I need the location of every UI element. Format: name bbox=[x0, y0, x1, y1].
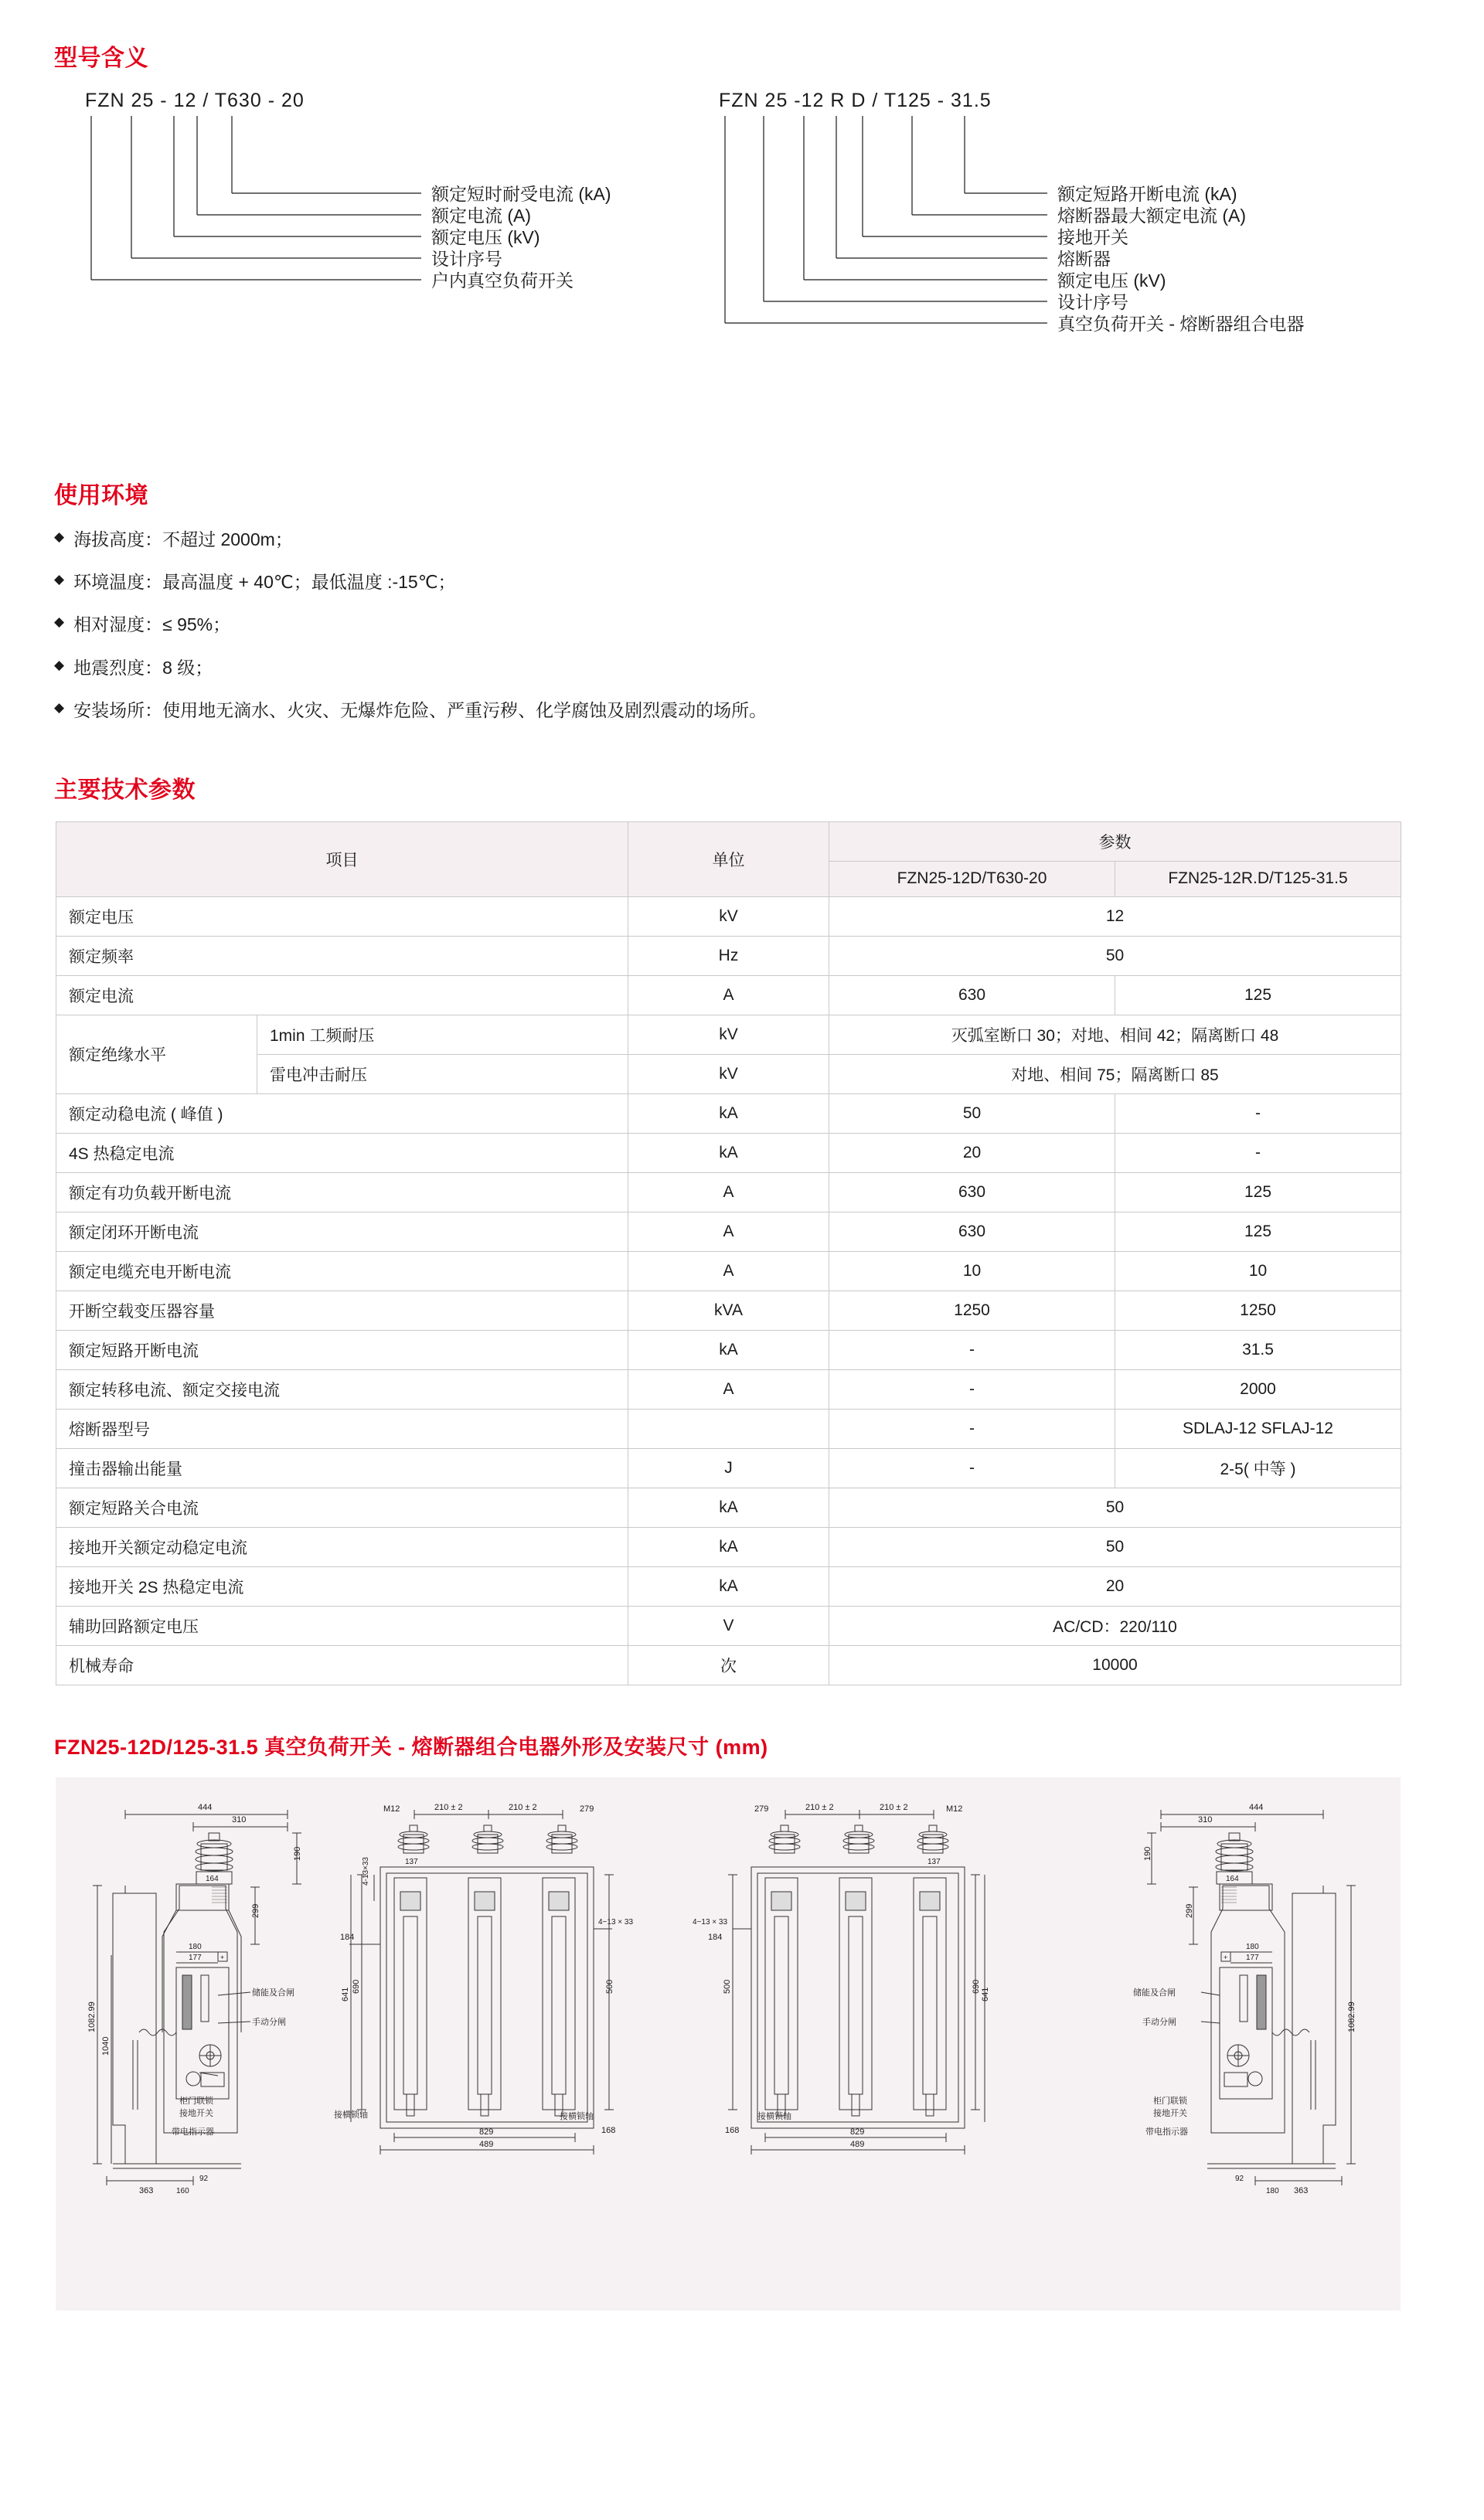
svg-text:184: 184 bbox=[340, 1932, 355, 1942]
model-left-label-3: 设计序号 bbox=[431, 249, 502, 269]
header-col-b: FZN25-12R.D/T125-31.5 bbox=[1115, 861, 1401, 896]
svg-text:299: 299 bbox=[1185, 1903, 1194, 1918]
model-group-left bbox=[85, 90, 611, 291]
svg-text:279: 279 bbox=[754, 1804, 769, 1814]
row-unit: A bbox=[628, 1369, 829, 1409]
svg-text:手动分闸: 手动分闸 bbox=[1142, 2017, 1176, 2027]
row-value-b: 31.5 bbox=[1115, 1330, 1401, 1369]
row-value: 12 bbox=[829, 896, 1401, 936]
row-unit: V bbox=[628, 1606, 829, 1645]
list-item bbox=[54, 655, 1430, 680]
row-subitem: 1min 工频耐压 bbox=[257, 1015, 628, 1054]
svg-text:+: + bbox=[1224, 1953, 1228, 1961]
environment-item-4: 安装场所：使用地无滴水、火灾、无爆炸危险、严重污秽、化学腐蚀及剧烈震动的场所。 bbox=[73, 699, 768, 720]
svg-text:363: 363 bbox=[139, 2185, 154, 2195]
list-item bbox=[54, 612, 1430, 637]
row-unit: J bbox=[628, 1448, 829, 1488]
svg-text:160: 160 bbox=[176, 2186, 189, 2195]
table-row bbox=[56, 1409, 1401, 1448]
diamond-bullet-icon: ◆ bbox=[54, 572, 65, 587]
row-value: 50 bbox=[829, 1488, 1401, 1527]
svg-text:1082.99: 1082.99 bbox=[87, 2001, 97, 2032]
row-item: 接地开关 2S 热稳定电流 bbox=[56, 1566, 628, 1606]
row-value: 50 bbox=[829, 1527, 1401, 1566]
diamond-bullet-icon: ◆ bbox=[54, 699, 65, 715]
row-value: 20 bbox=[829, 1566, 1401, 1606]
row-unit: kV bbox=[628, 896, 829, 936]
svg-text:柜门联锁: 柜门联锁 bbox=[1153, 2096, 1187, 2106]
model-left-label-1: 额定电流 (A) bbox=[431, 206, 532, 226]
svg-text:190: 190 bbox=[1143, 1846, 1152, 1861]
table-row bbox=[56, 1172, 1401, 1212]
row-unit: A bbox=[628, 1212, 829, 1251]
diamond-bullet-icon: ◆ bbox=[54, 657, 65, 672]
svg-text:168: 168 bbox=[601, 2125, 616, 2135]
table-row bbox=[56, 1488, 1401, 1527]
row-unit: kVA bbox=[628, 1291, 829, 1330]
svg-text:310: 310 bbox=[232, 1814, 247, 1825]
svg-text:164: 164 bbox=[206, 1874, 219, 1883]
row-unit: A bbox=[628, 1172, 829, 1212]
table-row bbox=[56, 1251, 1401, 1291]
model-right-label-3: 熔断器 bbox=[1057, 249, 1111, 269]
table-header-row bbox=[56, 821, 1401, 861]
svg-text:279: 279 bbox=[580, 1804, 594, 1814]
svg-text:363: 363 bbox=[1294, 2185, 1309, 2195]
row-value-b: 10 bbox=[1115, 1251, 1401, 1291]
svg-text:4−13 × 33: 4−13 × 33 bbox=[598, 1917, 634, 1927]
environment-item-3: 地震烈度：8 级； bbox=[73, 657, 213, 678]
dimension-drawing-svg bbox=[56, 1777, 1401, 2311]
model-right-label-0: 额定短路开断电流 (kA) bbox=[1057, 184, 1237, 204]
svg-text:180: 180 bbox=[189, 1942, 202, 1951]
svg-text:接横锁轴: 接横锁轴 bbox=[560, 2111, 594, 2121]
row-unit: kV bbox=[628, 1054, 829, 1093]
table-row bbox=[56, 1330, 1401, 1369]
model-right-label-6: 真空负荷开关 - 熔断器组合电器 bbox=[1057, 314, 1305, 334]
svg-text:带电指示器: 带电指示器 bbox=[172, 2127, 214, 2137]
dimension-drawing-panel bbox=[56, 1777, 1401, 2311]
row-unit: 次 bbox=[628, 1645, 829, 1685]
row-unit: kA bbox=[628, 1527, 829, 1566]
row-value: 对地、相间 75；隔离断口 85 bbox=[829, 1054, 1401, 1093]
row-value-a: - bbox=[829, 1448, 1115, 1488]
svg-text:168: 168 bbox=[725, 2125, 740, 2135]
list-item bbox=[54, 698, 1430, 723]
svg-text:接横锁轴: 接横锁轴 bbox=[757, 2111, 791, 2121]
row-item: 熔断器型号 bbox=[56, 1409, 628, 1448]
row-value: 50 bbox=[829, 936, 1401, 975]
table-row bbox=[56, 1212, 1401, 1251]
svg-text:210 ± 2: 210 ± 2 bbox=[509, 1802, 537, 1812]
table-row bbox=[56, 1645, 1401, 1685]
svg-text:210 ± 2: 210 ± 2 bbox=[434, 1802, 463, 1812]
table-row bbox=[56, 1606, 1401, 1645]
row-item: 额定闭环开断电流 bbox=[56, 1212, 628, 1251]
svg-text:641: 641 bbox=[341, 1987, 350, 2001]
row-unit: A bbox=[628, 975, 829, 1015]
row-item: 额定频率 bbox=[56, 936, 628, 975]
svg-text:137: 137 bbox=[405, 1857, 418, 1866]
table-row bbox=[56, 1448, 1401, 1488]
header-item: 项目 bbox=[56, 821, 628, 896]
model-designation-title: 型号含义 bbox=[54, 46, 148, 71]
svg-text:184: 184 bbox=[708, 1932, 723, 1942]
row-value-b: 125 bbox=[1115, 1172, 1401, 1212]
table-row bbox=[56, 1054, 1401, 1093]
row-item: 撞击器输出能量 bbox=[56, 1448, 628, 1488]
model-left-label-4: 户内真空负荷开关 bbox=[431, 270, 574, 291]
row-value-b: - bbox=[1115, 1093, 1401, 1133]
model-group-right bbox=[719, 90, 1305, 334]
svg-text:接地开关: 接地开关 bbox=[179, 2108, 213, 2118]
row-item: 机械寿命 bbox=[56, 1645, 628, 1685]
header-unit: 单位 bbox=[628, 821, 829, 896]
row-item: 接地开关额定动稳定电流 bbox=[56, 1527, 628, 1566]
row-unit: kV bbox=[628, 1015, 829, 1054]
svg-text:接地开关: 接地开关 bbox=[1153, 2108, 1187, 2118]
table-row bbox=[56, 1566, 1401, 1606]
svg-text:92: 92 bbox=[1235, 2174, 1244, 2183]
dimension-drawing-title: FZN25-12D/125-31.5 真空负荷开关 - 熔断器组合电器外形及安装尺寸 (mm) bbox=[54, 1735, 768, 1759]
row-item: 额定短路开断电流 bbox=[56, 1330, 628, 1369]
table-row bbox=[56, 1093, 1401, 1133]
environment-list bbox=[54, 527, 1430, 723]
row-value-a: - bbox=[829, 1369, 1115, 1409]
svg-text:690: 690 bbox=[972, 1979, 981, 1994]
row-item: 额定有功负载开断电流 bbox=[56, 1172, 628, 1212]
row-unit: A bbox=[628, 1251, 829, 1291]
svg-text:1040: 1040 bbox=[101, 2036, 111, 2056]
svg-text:641: 641 bbox=[981, 1987, 990, 2001]
svg-text:柜门联锁: 柜门联锁 bbox=[179, 2096, 213, 2106]
svg-text:1082.99: 1082.99 bbox=[1347, 2001, 1356, 2032]
row-item: 额定电流 bbox=[56, 975, 628, 1015]
row-value-a: 630 bbox=[829, 975, 1115, 1015]
svg-text:177: 177 bbox=[1246, 1953, 1259, 1962]
row-unit: kA bbox=[628, 1093, 829, 1133]
svg-text:177: 177 bbox=[189, 1953, 202, 1962]
row-value-a: 630 bbox=[829, 1172, 1115, 1212]
model-code-right: FZN 25 -12 R D / T125 - 31.5 bbox=[719, 90, 992, 111]
header-col-a: FZN25-12D/T630-20 bbox=[829, 861, 1115, 896]
svg-text:829: 829 bbox=[479, 2127, 494, 2137]
model-right-label-4: 额定电压 (kV) bbox=[1057, 270, 1166, 291]
row-value-a: 50 bbox=[829, 1093, 1115, 1133]
environment-item-2: 相对湿度：≤ 95%； bbox=[73, 614, 231, 635]
row-value: AC/CD：220/110 bbox=[829, 1606, 1401, 1645]
svg-text:储能及合闸: 储能及合闸 bbox=[252, 1988, 294, 1998]
row-value-a: 630 bbox=[829, 1212, 1115, 1251]
table-row bbox=[56, 1369, 1401, 1409]
svg-text:+: + bbox=[220, 1953, 225, 1961]
table-row bbox=[56, 1527, 1401, 1566]
model-left-label-2: 额定电压 (kV) bbox=[431, 227, 540, 247]
svg-text:500: 500 bbox=[723, 1979, 732, 1994]
header-param-group: 参数 bbox=[829, 821, 1401, 861]
model-right-label-5: 设计序号 bbox=[1057, 292, 1128, 312]
row-value-b: 125 bbox=[1115, 975, 1401, 1015]
svg-text:489: 489 bbox=[479, 2139, 494, 2149]
row-value-b: - bbox=[1115, 1133, 1401, 1172]
row-item: 开断空载变压器容量 bbox=[56, 1291, 628, 1330]
svg-text:190: 190 bbox=[293, 1846, 302, 1861]
table-row bbox=[56, 1291, 1401, 1330]
list-item bbox=[54, 570, 1430, 594]
row-unit: kA bbox=[628, 1133, 829, 1172]
model-designation-diagram bbox=[54, 90, 1430, 430]
row-value-b: SDLAJ-12 SFLAJ-12 bbox=[1115, 1409, 1401, 1448]
diamond-bullet-icon: ◆ bbox=[54, 529, 65, 544]
row-item: 额定转移电流、额定交接电流 bbox=[56, 1369, 628, 1409]
svg-text:489: 489 bbox=[850, 2139, 865, 2149]
table-row bbox=[56, 896, 1401, 936]
svg-text:手动分闸: 手动分闸 bbox=[252, 2017, 286, 2027]
svg-text:M12: M12 bbox=[383, 1804, 400, 1814]
model-code-left: FZN 25 - 12 / T630 - 20 bbox=[85, 90, 305, 111]
row-value-a: 20 bbox=[829, 1133, 1115, 1172]
svg-text:690: 690 bbox=[352, 1979, 361, 1994]
table-row bbox=[56, 1015, 1401, 1054]
row-value-a: - bbox=[829, 1409, 1115, 1448]
row-item: 额定电缆充电开断电流 bbox=[56, 1251, 628, 1291]
svg-text:444: 444 bbox=[198, 1802, 213, 1812]
table-body bbox=[56, 896, 1401, 1685]
row-value: 灭弧室断口 30；对地、相间 42；隔离断口 48 bbox=[829, 1015, 1401, 1054]
row-unit: kA bbox=[628, 1566, 829, 1606]
svg-text:500: 500 bbox=[605, 1979, 614, 1994]
list-item bbox=[54, 527, 1430, 552]
environment-item-0: 海拔高度：不超过 2000m； bbox=[73, 529, 293, 549]
svg-text:137: 137 bbox=[928, 1857, 941, 1866]
row-value-a: - bbox=[829, 1330, 1115, 1369]
svg-text:4−13 × 33: 4−13 × 33 bbox=[693, 1917, 728, 1927]
row-item: 额定电压 bbox=[56, 896, 628, 936]
svg-text:180: 180 bbox=[1246, 1942, 1259, 1951]
model-right-label-2: 接地开关 bbox=[1057, 227, 1128, 247]
row-item: 额定绝缘水平 bbox=[56, 1015, 257, 1093]
svg-text:210 ± 2: 210 ± 2 bbox=[880, 1802, 908, 1812]
specifications-table bbox=[56, 821, 1401, 1685]
svg-text:带电指示器: 带电指示器 bbox=[1145, 2127, 1188, 2137]
svg-text:M12: M12 bbox=[946, 1804, 963, 1814]
svg-text:180: 180 bbox=[1266, 2186, 1279, 2195]
row-item: 额定短路关合电流 bbox=[56, 1488, 628, 1527]
spec-title: 主要技术参数 bbox=[54, 777, 196, 803]
row-subitem: 雷电冲击耐压 bbox=[257, 1054, 628, 1093]
table-row bbox=[56, 975, 1401, 1015]
diamond-bullet-icon: ◆ bbox=[54, 614, 65, 630]
row-unit: kA bbox=[628, 1488, 829, 1527]
row-unit bbox=[628, 1409, 829, 1448]
svg-text:接横锁轴: 接横锁轴 bbox=[334, 2110, 368, 2120]
svg-text:829: 829 bbox=[850, 2127, 865, 2137]
svg-text:299: 299 bbox=[251, 1903, 260, 1918]
environment-title: 使用环境 bbox=[54, 483, 148, 508]
svg-text:4-13×33: 4-13×33 bbox=[362, 1856, 370, 1886]
svg-text:164: 164 bbox=[1226, 1874, 1239, 1883]
svg-text:210 ± 2: 210 ± 2 bbox=[805, 1802, 834, 1812]
row-value-b: 2-5( 中等 ) bbox=[1115, 1448, 1401, 1488]
row-item: 4S 热稳定电流 bbox=[56, 1133, 628, 1172]
row-value: 10000 bbox=[829, 1645, 1401, 1685]
row-value-a: 10 bbox=[829, 1251, 1115, 1291]
row-unit: Hz bbox=[628, 936, 829, 975]
model-right-label-1: 熔断器最大额定电流 (A) bbox=[1057, 206, 1247, 226]
model-left-label-0: 额定短时耐受电流 (kA) bbox=[431, 184, 611, 204]
svg-text:310: 310 bbox=[1198, 1814, 1213, 1825]
table-row bbox=[56, 1133, 1401, 1172]
row-item: 额定动稳电流 ( 峰值 ) bbox=[56, 1093, 628, 1133]
row-value-b: 125 bbox=[1115, 1212, 1401, 1251]
environment-item-1: 环境温度：最高温度 + 40℃；最低温度 :-15℃； bbox=[73, 572, 456, 593]
table-row bbox=[56, 936, 1401, 975]
row-unit: kA bbox=[628, 1330, 829, 1369]
row-value-a: 1250 bbox=[829, 1291, 1115, 1330]
svg-text:444: 444 bbox=[1249, 1802, 1264, 1812]
row-value-b: 1250 bbox=[1115, 1291, 1401, 1330]
svg-text:储能及合闸: 储能及合闸 bbox=[1133, 1988, 1176, 1998]
row-item: 辅助回路额定电压 bbox=[56, 1606, 628, 1645]
row-value-b: 2000 bbox=[1115, 1369, 1401, 1409]
svg-text:92: 92 bbox=[199, 2174, 209, 2183]
